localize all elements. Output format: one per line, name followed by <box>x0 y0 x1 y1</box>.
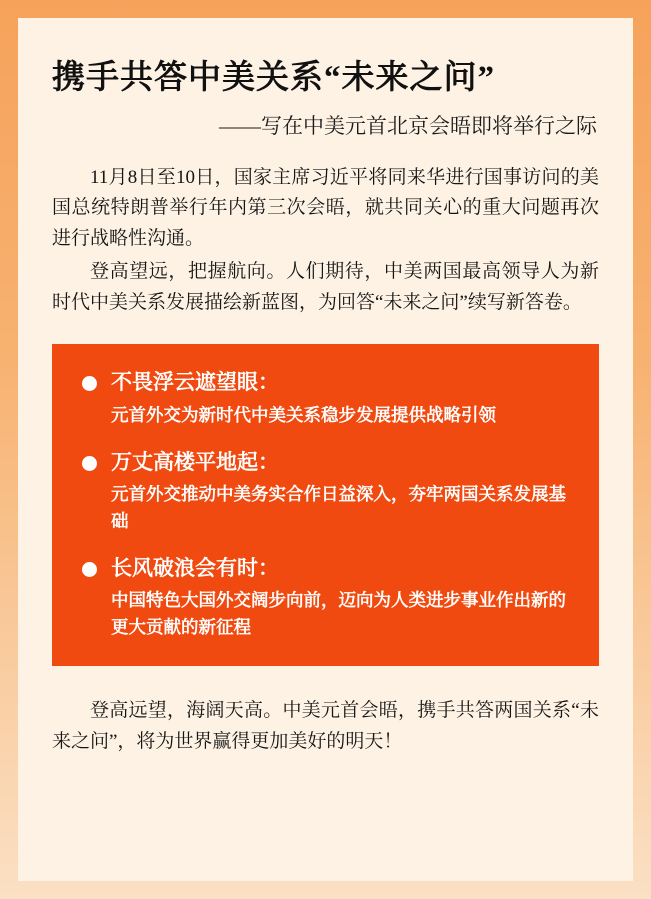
highlight-text <box>111 368 573 428</box>
highlight-box <box>52 344 599 665</box>
body-paragraph-2: 登高望远，把握航向。人们期待，中美两国最高领导人为新时代中美关系发展描绘新蓝图，为回答“未来之问”续写新答卷。 <box>52 260 599 313</box>
highlight-text <box>111 554 573 640</box>
highlight-body: 元首外交为新时代中美关系稳步发展提供战略引领 <box>111 404 496 425</box>
closing-paragraph: 登高远望，海阔天高。中美元首会晤，携手共答两国关系“未来之问”，将为世界赢得更加美好的明天！ <box>52 699 599 752</box>
bullet-icon <box>82 562 97 577</box>
page-title: 携手共答中美关系“未来之问” <box>52 60 495 96</box>
list-item <box>78 448 573 534</box>
highlight-body: 元首外交推动中美务实合作日益深入，夯牢两国关系发展基础 <box>111 484 566 531</box>
bullet-icon <box>82 376 97 391</box>
article-card <box>18 18 633 881</box>
bullet-icon <box>82 456 97 471</box>
list-item <box>78 554 573 640</box>
list-item <box>78 368 573 428</box>
highlight-body: 中国特色大国外交阔步向前，迈向为人类进步事业作出新的更大贡献的新征程 <box>111 590 566 637</box>
page-subtitle: ——写在中美元首北京会晤即将举行之际 <box>219 114 597 139</box>
highlight-text <box>111 448 573 534</box>
highlight-heading: 万丈高楼平地起： <box>111 450 279 475</box>
highlight-heading: 长风破浪会有时： <box>111 555 279 580</box>
body-paragraph-1: 11月8日至10日，国家主席习近平将同来华进行国事访问的美国总统特朗普举行年内第三次会晤，就共同关心的重大问题再次进行战略性沟通。 <box>52 166 599 250</box>
highlight-heading: 不畏浮云遮望眼： <box>111 370 279 395</box>
